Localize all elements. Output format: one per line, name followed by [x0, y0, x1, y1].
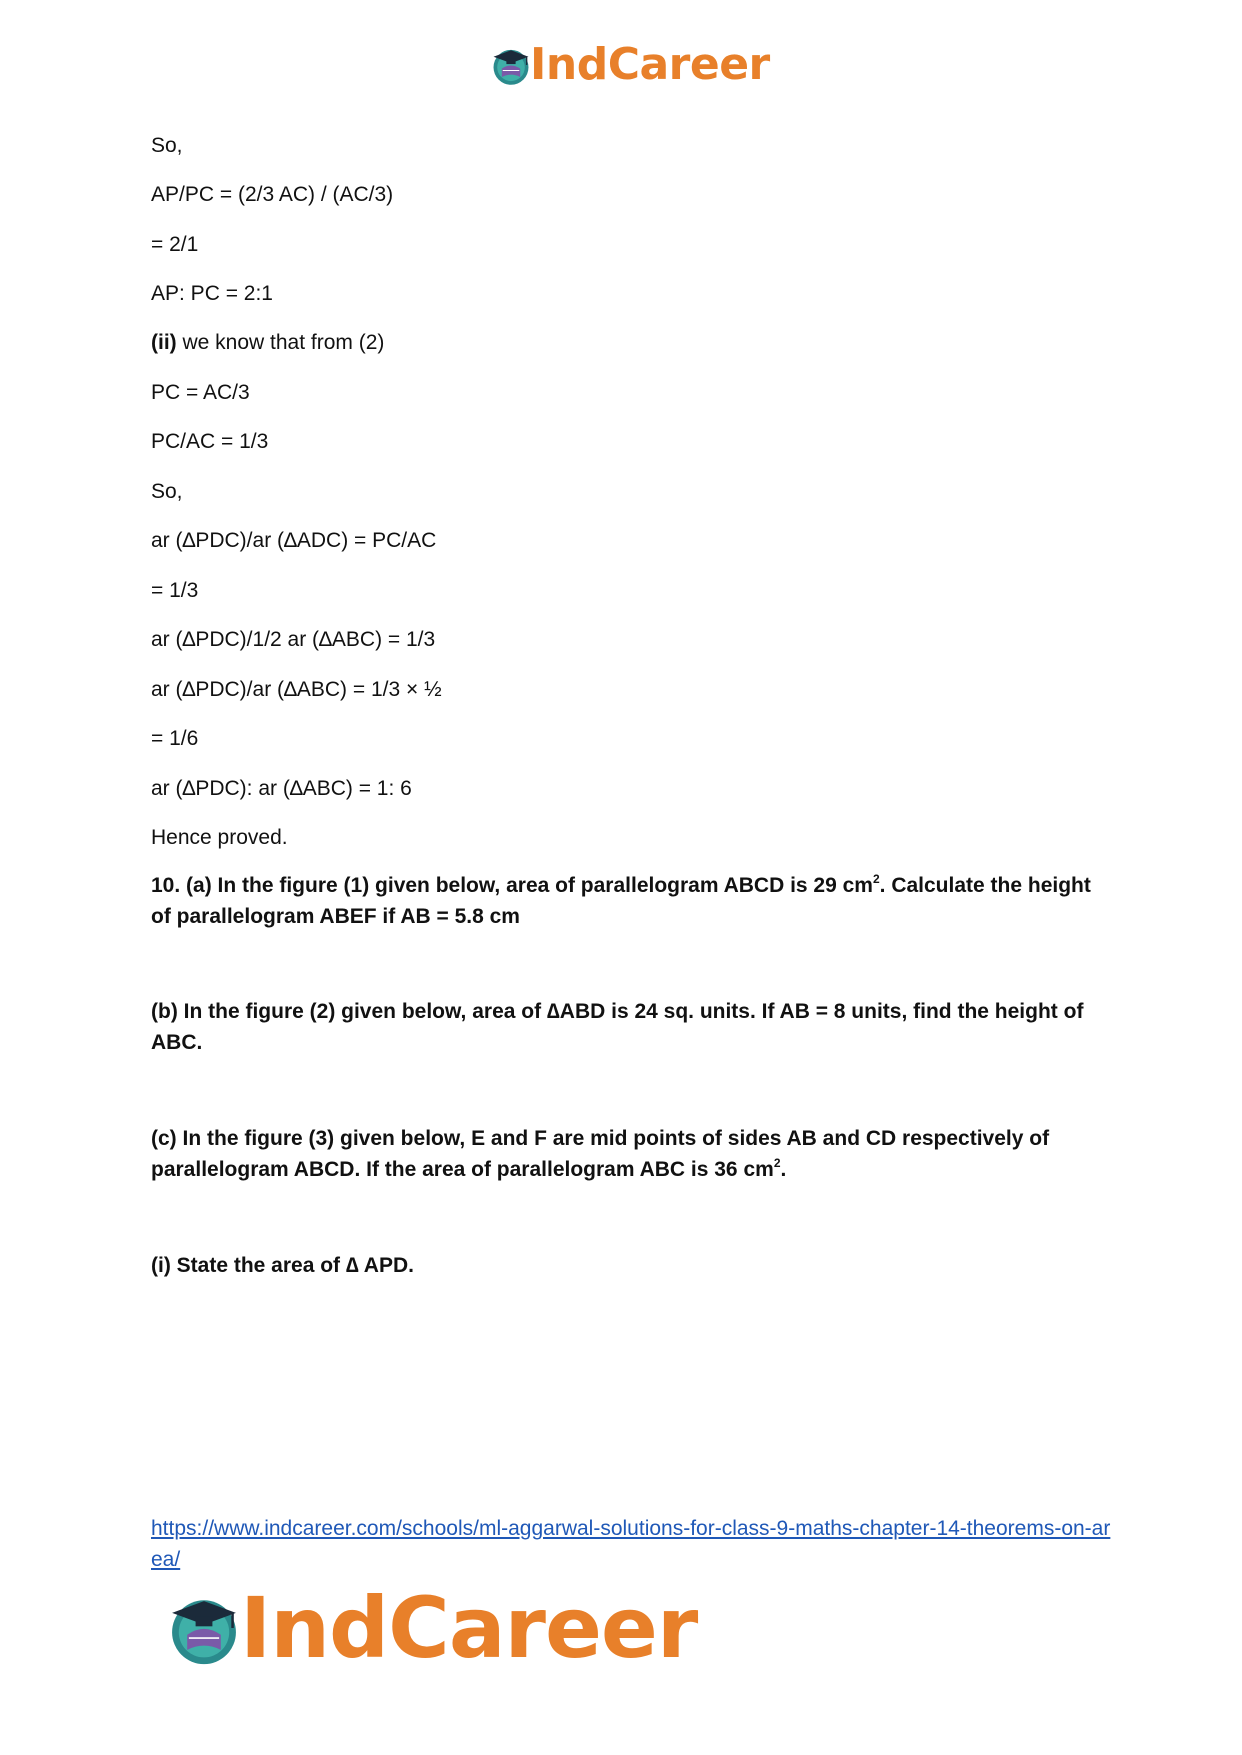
graduation-cap-book-icon [162, 1586, 246, 1670]
footer-logo [162, 1579, 698, 1677]
text-line [151, 330, 384, 356]
text-line: = 1/3 [151, 579, 199, 602]
text-line: ar (∆PDC)/1/2 ar (∆ABC) = 1/3 [151, 628, 436, 651]
text-line: So, [151, 480, 183, 503]
text-line-body: we know that from (2) [176, 331, 385, 354]
text-line: Hence proved. [151, 826, 288, 849]
text-line: So, [151, 134, 183, 157]
footer-brand-text: IndCareer [240, 1579, 698, 1677]
source-url-link[interactable]: https://www.indcareer.com/schools/ml-aggarwal-solutions-for-class-9-maths-chapter-14-theorems-on-area/ [151, 1517, 1111, 1571]
text-line: ar (∆PDC)/ar (∆ADC) = PC/AC [151, 529, 437, 552]
question-10a [151, 870, 1091, 932]
superscript: 2 [872, 872, 880, 886]
text-line: ar (∆PDC): ar (∆ABC) = 1: 6 [151, 777, 412, 800]
question-10b: (b) In the figure (2) given below, area of ∆ABD is 24 sq. units. If AB = 8 units, find the height of ABC. [151, 1000, 1084, 1054]
question-10c-text-end: . [780, 1158, 787, 1181]
header-logo [488, 40, 770, 90]
question-10c-text: (c) In the figure (3) given below, E and F are mid points of sides AB and CD respectively of parallelogram ABCD. If the area of parallelogram ABC is 36 cm [151, 1127, 1050, 1181]
superscript: 2 [773, 1156, 781, 1170]
question-10a-text-end: . Calculate the height of parallelogram ABEF if AB = 5.8 cm [151, 874, 1091, 928]
header-brand-text: IndCareer [530, 39, 770, 90]
text-line: PC = AC/3 [151, 381, 250, 404]
question-10c [151, 1123, 1091, 1185]
text-line: = 1/6 [151, 727, 199, 750]
question-10c-i: (i) State the area of ∆ APD. [151, 1254, 414, 1277]
text-line: ar (∆PDC)/ar (∆ABC) = 1/3 × ½ [151, 678, 442, 701]
text-line: AP: PC = 2:1 [151, 282, 273, 305]
text-line: AP/PC = (2/3 AC) / (AC/3) [151, 183, 394, 206]
text-line: = 2/1 [151, 233, 199, 256]
text-line: PC/AC = 1/3 [151, 430, 269, 453]
question-10a-text: 10. (a) In the figure (1) given below, area of parallelogram ABCD is 29 cm [151, 874, 873, 897]
part-label: (ii) [151, 331, 177, 354]
graduation-cap-book-icon [488, 42, 534, 88]
